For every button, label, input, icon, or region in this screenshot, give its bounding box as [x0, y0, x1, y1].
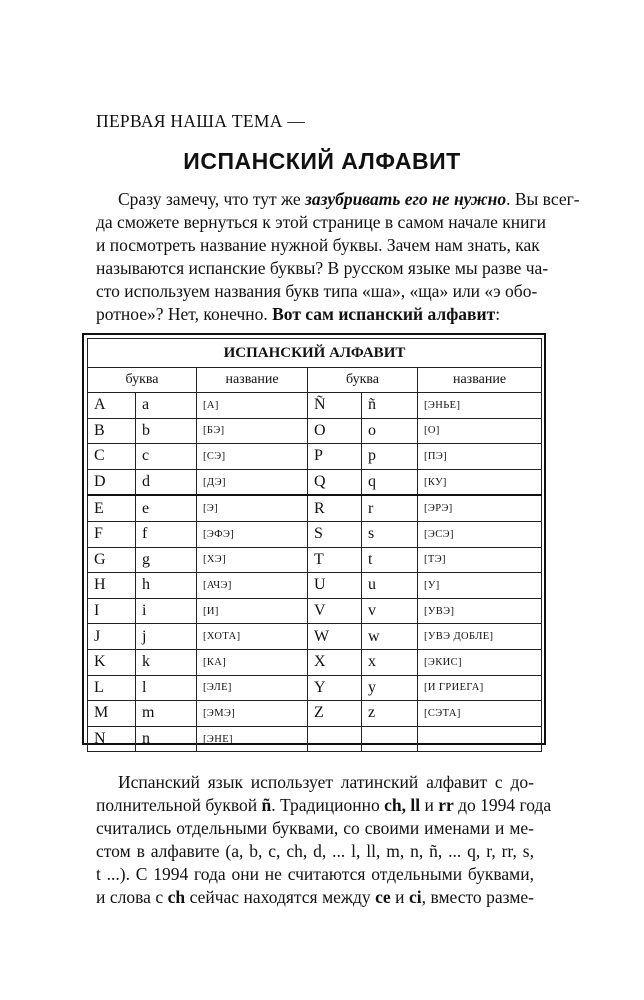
uppercase-letter: P [308, 444, 362, 470]
letter-name: [УВЭ] [418, 598, 542, 624]
table-row [88, 418, 542, 444]
lowercase-letter: h [136, 573, 197, 599]
letter-name: [И ГРИЕГА] [418, 675, 542, 701]
letter-name: [А] [197, 393, 308, 419]
text-line [96, 303, 534, 326]
table-row [88, 521, 542, 547]
text-span: полнительной буквой [96, 795, 262, 815]
uppercase-letter: N [88, 726, 136, 752]
bold-text: ch [167, 887, 186, 907]
lowercase-letter: u [362, 573, 418, 599]
column-header-letter: буква [88, 368, 197, 393]
uppercase-letter: K [88, 649, 136, 675]
lowercase-letter: o [362, 418, 418, 444]
letter-name: [ДЭ] [197, 469, 308, 495]
letter-name: [КУ] [418, 469, 542, 495]
text-span: до 1994 года [453, 795, 552, 815]
uppercase-letter: L [88, 675, 136, 701]
lowercase-letter: t [362, 547, 418, 573]
table-row [88, 495, 542, 521]
lowercase-letter: l [136, 675, 197, 701]
column-header-name: название [197, 368, 308, 393]
letter-name: [ПЭ] [418, 444, 542, 470]
letter-name: [СЭТА] [418, 701, 542, 727]
lowercase-letter: v [362, 598, 418, 624]
uppercase-letter: J [88, 624, 136, 650]
letter-name: [ЭКИС] [418, 649, 542, 675]
table-row [88, 649, 542, 675]
text-line: t ...). С 1994 года они не считаются отдельными буквами, [96, 864, 534, 884]
alphabet-table-frame [82, 333, 546, 748]
letter-name: [ТЭ] [418, 547, 542, 573]
lowercase-letter: d [136, 469, 197, 495]
column-header-name: название [418, 368, 542, 393]
letter-name: [ЭНЬЕ] [418, 393, 542, 419]
lowercase-letter: m [136, 701, 197, 727]
table-body [88, 393, 542, 752]
lowercase-letter: r [362, 495, 418, 521]
text-span: . Традиционно [271, 795, 385, 815]
letter-name: [ЭФЭ] [197, 521, 308, 547]
lowercase-letter: i [136, 598, 197, 624]
text-line [96, 886, 534, 909]
text-line [96, 188, 580, 211]
text-span: сейчас находятся между [185, 887, 376, 907]
lowercase-letter: ñ [362, 393, 418, 419]
letter-name [418, 726, 542, 752]
letter-name: [АЧЭ] [197, 573, 308, 599]
letter-name: [ЭМЭ] [197, 701, 308, 727]
emphasis-text: зазубривать его не нужно [305, 189, 507, 209]
table-row [88, 675, 542, 701]
text-line: называются испанские буквы? В русском языке мы разве ча- [96, 258, 549, 278]
letter-name: [Э] [197, 495, 308, 521]
letter-name: [УВЭ ДОБЛЕ] [418, 624, 542, 650]
letter-name: [О] [418, 418, 542, 444]
text-line: считались отдельными буквами, со своими именами и ме- [96, 818, 534, 838]
lowercase-letter: s [362, 521, 418, 547]
uppercase-letter: W [308, 624, 362, 650]
bold-text: rr [438, 795, 454, 815]
uppercase-letter: Z [308, 701, 362, 727]
table-row [88, 393, 542, 419]
uppercase-letter [308, 726, 362, 752]
lowercase-letter: f [136, 521, 197, 547]
lowercase-letter: p [362, 444, 418, 470]
section-intro: ПЕРВАЯ НАША ТЕМА — [96, 111, 306, 131]
lowercase-letter: w [362, 624, 418, 650]
lowercase-letter: z [362, 701, 418, 727]
column-header-letter: буква [308, 368, 418, 393]
page-title: ИСПАНСКИЙ АЛФАВИТ [183, 148, 461, 174]
letter-name: [СЭ] [197, 444, 308, 470]
lowercase-letter [362, 726, 418, 752]
text-line [96, 794, 552, 817]
bold-text: Вот сам испанский алфавит [272, 304, 496, 324]
lowercase-letter: e [136, 495, 197, 521]
text-span: Сразу замечу, что тут же [118, 189, 306, 209]
bold-text: ci [409, 887, 422, 907]
lowercase-letter: a [136, 393, 197, 419]
uppercase-letter: Ñ [308, 393, 362, 419]
bold-text: ce [375, 887, 391, 907]
letter-name: [И] [197, 598, 308, 624]
uppercase-letter: I [88, 598, 136, 624]
table-row [88, 547, 542, 573]
uppercase-letter: U [308, 573, 362, 599]
table-row [88, 624, 542, 650]
uppercase-letter: E [88, 495, 136, 521]
uppercase-letter: O [308, 418, 362, 444]
uppercase-letter: Y [308, 675, 362, 701]
uppercase-letter: S [308, 521, 362, 547]
bold-text: ch, ll [384, 795, 421, 815]
lowercase-letter: g [136, 547, 197, 573]
paragraph-intro [96, 188, 580, 326]
table-row [88, 573, 542, 599]
uppercase-letter: B [88, 418, 136, 444]
lowercase-letter: y [362, 675, 418, 701]
text-span: и [390, 887, 409, 907]
lowercase-letter: b [136, 418, 197, 444]
letter-name: [ХОТА] [197, 624, 308, 650]
uppercase-letter: V [308, 598, 362, 624]
text-line: стом в алфавите (a, b, c, ch, d, ... l, ll, m, n, ñ, ... q, r, rr, s, [96, 841, 534, 861]
table-row [88, 701, 542, 727]
text-span: ротное»? Нет, конечно. [96, 304, 273, 324]
uppercase-letter: M [88, 701, 136, 727]
uppercase-letter: Q [308, 469, 362, 495]
text-span: . Вы всег- [506, 189, 580, 209]
alphabet-table [87, 338, 542, 752]
uppercase-letter: X [308, 649, 362, 675]
lowercase-letter: k [136, 649, 197, 675]
letter-name: [ЭЛЕ] [197, 675, 308, 701]
letter-name: [БЭ] [197, 418, 308, 444]
text-span: и слова с [96, 887, 168, 907]
lowercase-letter: c [136, 444, 197, 470]
text-line: и посмотреть название нужной буквы. Зачем нам знать, как [96, 235, 540, 255]
text-span: и [420, 795, 439, 815]
letter-name: [КА] [197, 649, 308, 675]
text-span: : [495, 304, 501, 324]
table-row [88, 469, 542, 495]
paragraph-explanation [96, 771, 552, 909]
text-line: да сможете вернуться к этой странице в самом начале книги [96, 212, 547, 232]
uppercase-letter: T [308, 547, 362, 573]
bold-text: ñ [261, 795, 272, 815]
text-span: , вместо разме- [421, 887, 534, 907]
uppercase-letter: D [88, 469, 136, 495]
uppercase-letter: G [88, 547, 136, 573]
uppercase-letter: C [88, 444, 136, 470]
uppercase-letter: H [88, 573, 136, 599]
table-row [88, 726, 542, 752]
text-line: Испанский язык использует латинский алфавит с до- [118, 772, 534, 792]
uppercase-letter: R [308, 495, 362, 521]
lowercase-letter: n [136, 726, 197, 752]
table-title: ИСПАНСКИЙ АЛФАВИТ [88, 339, 542, 368]
lowercase-letter: j [136, 624, 197, 650]
letter-name: [У] [418, 573, 542, 599]
text-line: сто используем названия букв типа «ша», «ща» или «э обо- [96, 281, 538, 301]
table-row [88, 598, 542, 624]
lowercase-letter: q [362, 469, 418, 495]
letter-name: [ЭРЭ] [418, 495, 542, 521]
letter-name: [ЭСЭ] [418, 521, 542, 547]
letter-name: [ЭНЕ] [197, 726, 308, 752]
letter-name: [ХЭ] [197, 547, 308, 573]
lowercase-letter: x [362, 649, 418, 675]
uppercase-letter: A [88, 393, 136, 419]
table-row [88, 444, 542, 470]
uppercase-letter: F [88, 521, 136, 547]
